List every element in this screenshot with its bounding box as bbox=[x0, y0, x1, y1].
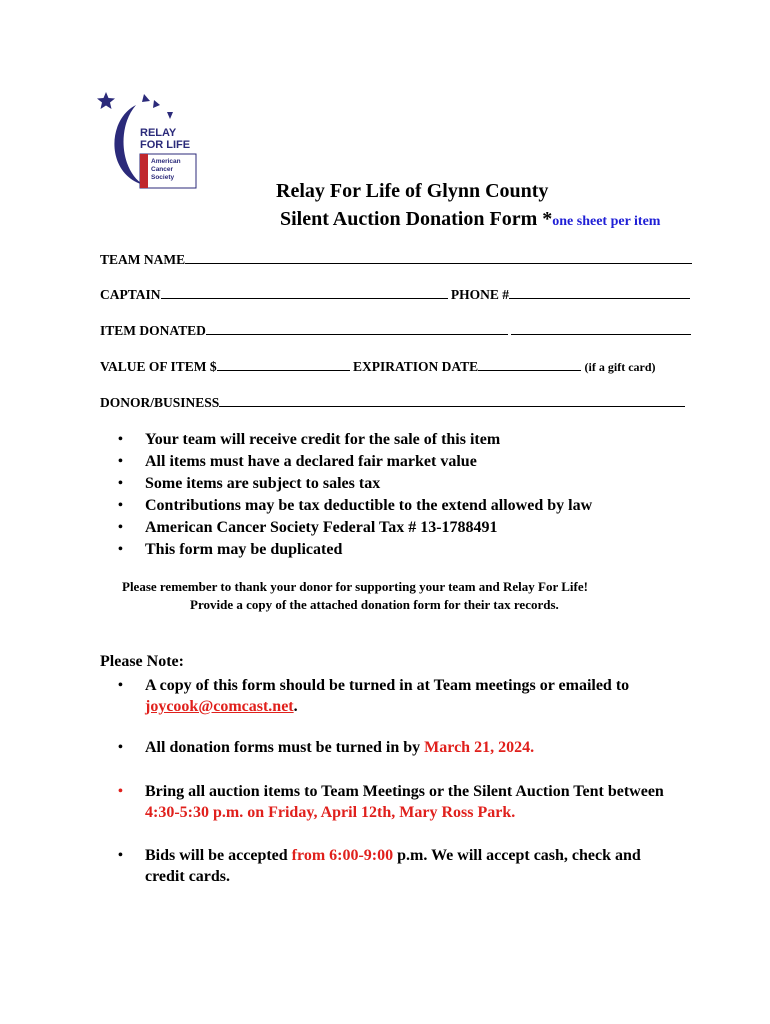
value-row bbox=[100, 357, 656, 376]
triangle-icon bbox=[153, 100, 160, 108]
donor-business-label: DONOR/BUSINESS bbox=[100, 395, 220, 410]
donor-business-field[interactable] bbox=[219, 393, 685, 407]
deadline-date: March 21, 2024. bbox=[424, 739, 535, 756]
logo-line1: RELAY bbox=[140, 127, 177, 139]
star-icon bbox=[97, 92, 115, 109]
title-note: one sheet per item bbox=[552, 214, 661, 229]
captain-label: CAPTAIN bbox=[100, 287, 161, 302]
donor-row bbox=[100, 393, 685, 411]
triangle-icon bbox=[142, 94, 150, 102]
captain-field[interactable] bbox=[161, 285, 448, 299]
captain-row bbox=[100, 285, 690, 303]
note-item-4: • Bids will be accepted from 6:00-9:00 p.m. We will accept cash, check and credit cards. bbox=[118, 847, 641, 885]
email-link[interactable]: joycook@comcast.net bbox=[145, 698, 294, 715]
list-item: • All items must have a declared fair market value bbox=[118, 453, 477, 470]
list-item: • This form may be duplicated bbox=[118, 541, 343, 558]
list-item: • Your team will receive credit for the sale of this item bbox=[118, 431, 501, 448]
item-donated-row bbox=[100, 321, 691, 339]
logo-line2: FOR LIFE bbox=[140, 139, 191, 151]
triangle-icon bbox=[167, 112, 173, 119]
reminder-line1: Please remember to thank your donor for supporting your team and Relay For Life! bbox=[122, 579, 588, 594]
note-item-1: • A copy of this form should be turned in at Team meetings or emailed to joycook@comcast.net. bbox=[118, 677, 630, 715]
item-donated-field-2[interactable] bbox=[511, 321, 691, 335]
reminder-line2: Provide a copy of the attached donation form for their tax records. bbox=[190, 597, 559, 612]
list-item: • Contributions may be tax deductible to the extend allowed by law bbox=[118, 497, 593, 514]
item-donated-field[interactable] bbox=[206, 321, 508, 335]
team-name-field[interactable] bbox=[185, 250, 692, 264]
form-title-line1: Relay For Life of Glynn County bbox=[276, 180, 549, 202]
note-item-2: • All donation forms must be turned in by March 21, 2024. bbox=[118, 739, 535, 756]
list-item: • American Cancer Society Federal Tax # 13-1788491 bbox=[118, 519, 498, 536]
phone-label: PHONE # bbox=[450, 287, 510, 302]
phone-field[interactable] bbox=[509, 285, 690, 299]
info-bullet-list bbox=[118, 429, 592, 561]
team-name-label: TEAM NAME bbox=[100, 252, 186, 267]
bid-time: from 6:00-9:00 bbox=[291, 847, 394, 864]
please-note-heading: Please Note: bbox=[100, 653, 184, 670]
list-item: • Some items are subject to sales tax bbox=[118, 475, 381, 492]
team-name-row bbox=[100, 250, 692, 268]
gift-card-note: (if a gift card) bbox=[584, 360, 656, 374]
note-item-3: • Bring all auction items to Team Meetings or the Silent Auction Tent between 4:30-5:30 p.m. on Friday, April 12th, Mary Ross Park. bbox=[118, 783, 664, 821]
logo-society1: American bbox=[151, 158, 181, 165]
value-of-item-label: VALUE OF ITEM $ bbox=[100, 359, 217, 374]
item-donated-label: ITEM DONATED bbox=[100, 323, 206, 338]
value-of-item-field[interactable] bbox=[217, 357, 350, 371]
logo-society2: Cancer bbox=[151, 166, 174, 173]
expiration-date-label: EXPIRATION DATE bbox=[353, 359, 479, 374]
expiration-date-field[interactable] bbox=[478, 357, 581, 371]
logo-society3: Society bbox=[151, 174, 175, 181]
dropoff-time: 4:30-5:30 p.m. on Friday, April 12th, Mary Ross Park. bbox=[145, 804, 516, 821]
form-title-line2: Silent Auction Donation Form *one sheet per item bbox=[280, 208, 661, 230]
